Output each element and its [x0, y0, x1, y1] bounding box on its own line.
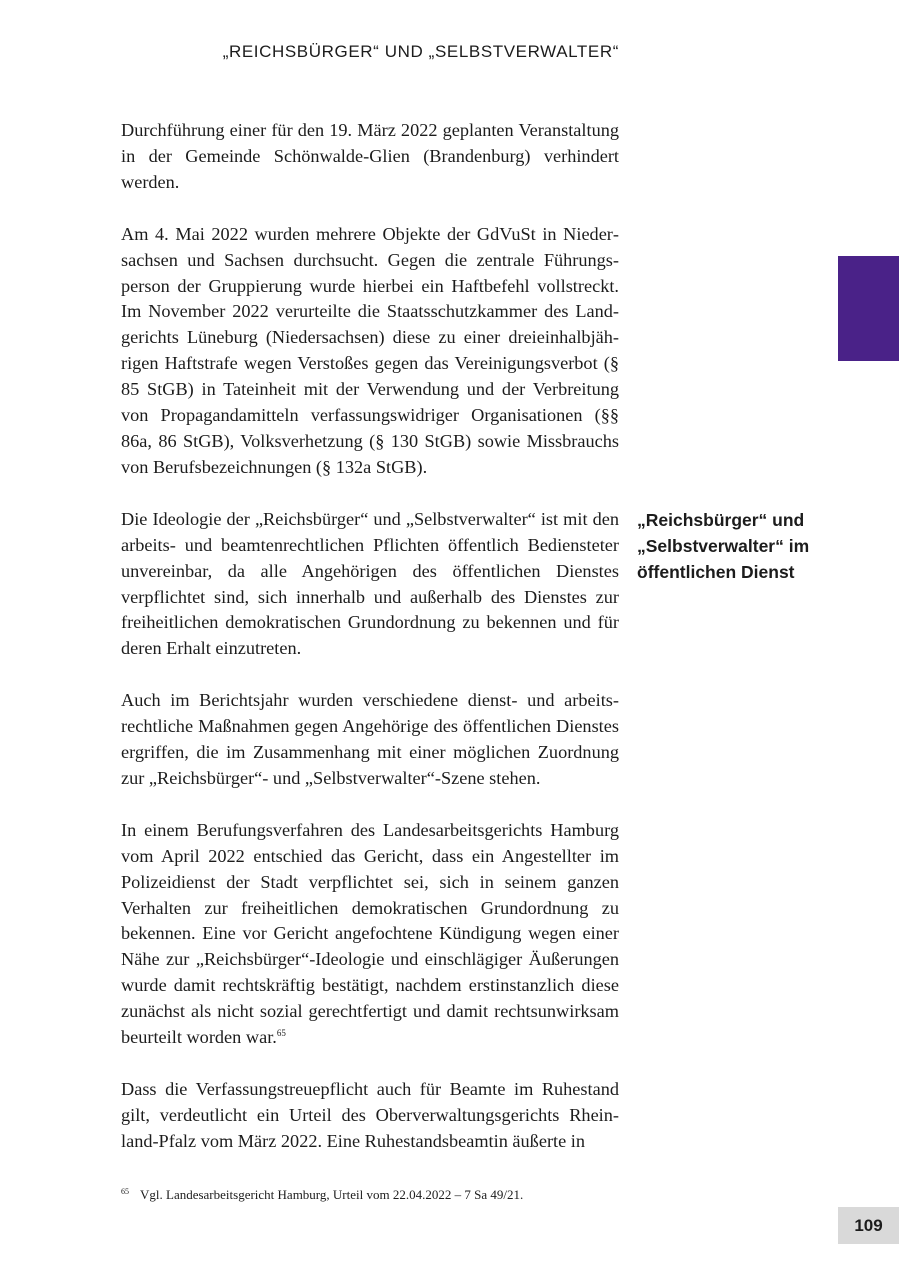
main-text-column: [121, 118, 619, 1155]
paragraph-2: Am 4. Mai 2022 wurden mehrere Objekte der GdVuSt in Niedersachsen und Sachsen durchsucht. Gegen die zentrale Führungsperson der Gruppierung wurde hierbei ein Haftbefehl vollstreckt. Im November 2022 verurteilte die Staatsschutzkammer des Landgerichts Lüneburg (Niedersachsen) diese zu einer dreieinhalbjährigen Haftstrafe wegen Verstoßes gegen das Vereinigungsverbot (§ 85 StGB) in Tateinheit mit der Verwendung und der Verbreitung von Propagandamitteln verfassungswidriger Organisationen (§§ 86a, 86 StGB), Volksverhetzung (§ 130 StGB) sowie Missbrauchs von Berufsbezeichnungen (§ 132a StGB).: [121, 223, 619, 477]
footnote-text: Vgl. Landesarbeitsgericht Hamburg, Urteil vom 22.04.2022 – 7 Sa 49/21.: [140, 1187, 524, 1202]
page-number: 109: [838, 1207, 899, 1244]
paragraph-1: Durchführung einer für den 19. März 2022 geplanten Veranstaltung in der Gemeinde Schönwalde-Glien (Brandenburg) verhindert werden.: [121, 120, 619, 192]
margin-heading: [637, 507, 837, 585]
paragraph-5-text: In einem Berufungsverfahren des Landesarbeitsgerichts Hamburg vom April 2022 entschied das Gericht, dass ein Angestellter im Polizeidienst der Stadt verpflichtet sei, sich in seinem ganzen Verhalten zur freiheitlichen demokratischen Grundordnung zu bekennen. Eine vor Gericht angefochtene Kündigung wegen einer Nähe zur „Reichsbürger“-Ideologie und einschlägiger Äußerungen wurde damit rechtskräftig bestätigt, nachdem erstinstanzlich diese zunächst als nicht sozial gerechtfertigt und damit rechtsunwirksam beurteilt worden war.: [121, 819, 619, 1048]
footnote: [121, 1187, 641, 1203]
paragraph-5: [121, 818, 619, 1051]
chapter-tab-marker: [838, 256, 899, 361]
margin-heading-line-1: „Reichsbürger“ und: [637, 510, 805, 530]
paragraph-6: Dass die Verfassungstreuepflicht auch für Beamte im Ruhestand gilt, verdeutlicht ein Urteil des Oberverwaltungsgerichts Rheinland-Pfalz vom März 2022. Eine Ruhestandsbeamtin äußerte in: [121, 1079, 619, 1151]
margin-heading-line-3: öffentlichen Dienst: [637, 562, 795, 582]
paragraph-3: Die Ideologie der „Reichsbürger“ und „Selbstverwalter“ ist mit den arbeits- und beamtenrechtlichen Pflichten öffentlich Bediensteter unvereinbar, da alle Angehörigen des öffentlichen Dienstes verpflichtet sind, sich innerhalb und außerhalb des Dienstes zur freiheitlichen demokratischen Grundordnung zu bekennen und für deren Erhalt einzutreten.: [121, 508, 619, 659]
paragraph-4: Auch im Berichtsjahr wurden verschiedene dienst- und arbeitsrechtliche Maßnahmen gegen Angehörige des öffentlichen Dienstes ergriffen, die im Zusammenhang mit einer möglichen Zuordnung zur „Reichsbürger“- und „Selbstverwalter“-Szene stehen.: [121, 690, 619, 788]
footnote-number: 65: [121, 1187, 129, 1196]
footnote-reference[interactable]: 65: [276, 1028, 286, 1038]
margin-heading-line-2: „Selbstverwalter“ im: [637, 536, 810, 556]
running-header: „REICHSBÜRGER“ UND „SELBSTVERWALTER“: [222, 42, 619, 61]
